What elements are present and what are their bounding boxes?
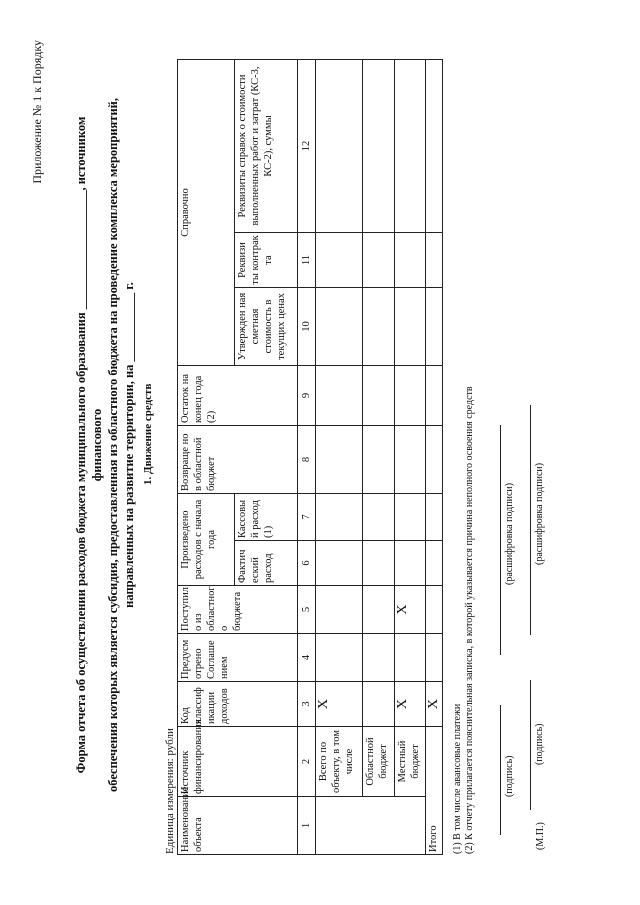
header-contract-spacer (234, 233, 298, 288)
cell[interactable] (426, 59, 443, 232)
cell[interactable] (426, 541, 443, 586)
cell[interactable] (363, 494, 394, 541)
code-mark-total: X (316, 682, 363, 727)
cell[interactable] (316, 634, 363, 682)
cell[interactable] (363, 586, 394, 634)
header-source: Источник финансирования (178, 727, 298, 797)
cell[interactable] (363, 541, 394, 586)
received-mark-local: X (394, 586, 425, 634)
cell[interactable] (363, 634, 394, 682)
col-number-5: 5 (298, 586, 316, 634)
cell[interactable] (363, 682, 394, 727)
cell[interactable] (394, 541, 425, 586)
cell[interactable] (426, 426, 443, 494)
col-number-6: 6 (298, 541, 316, 586)
cell[interactable] (363, 366, 394, 426)
funds-table (177, 59, 443, 855)
header-cash: Кассовы й расход (1) (234, 494, 298, 541)
cell[interactable] (426, 233, 443, 288)
cell[interactable] (316, 288, 363, 366)
row-itogo: Итого (426, 727, 443, 855)
header-returned: Возвраще но в областной бюджет (178, 426, 298, 494)
header-contract: Реквизи ты контрак та (236, 235, 274, 285)
header-spent: Произведено расходов с начала года (178, 494, 235, 586)
cell[interactable] (394, 494, 425, 541)
appendix-label: Приложение № 1 к Порядку (30, 40, 44, 184)
col-number-10: 10 (298, 288, 316, 366)
cell[interactable] (394, 366, 425, 426)
cell[interactable] (394, 288, 425, 366)
header-planned: Предусм отрено Соглаше нием (178, 634, 298, 682)
footnote-1: (1) В том числе авансовые платежи (452, 703, 463, 854)
col-number-8: 8 (298, 426, 316, 494)
title-line-2: обеспечения которых является субсидия, предоставленная из областного бюджета на проведение комплекса мероприятий, (106, 98, 120, 792)
cell[interactable] (316, 426, 363, 494)
signature-line-1[interactable] (500, 705, 501, 835)
decode-caption-1: (расшифровка подписи) (504, 482, 515, 585)
col-number-11: 11 (298, 233, 316, 288)
cell[interactable] (426, 288, 443, 366)
decode-caption-2: (расшифровка подписи) (534, 462, 545, 565)
cell[interactable] (363, 59, 394, 232)
header-balance: Остаток на конец года (2) (178, 366, 298, 426)
row-local: Местный бюджет (394, 727, 425, 797)
decode-line-2[interactable] (530, 405, 531, 635)
cell[interactable] (316, 586, 363, 634)
object-cell[interactable] (316, 797, 426, 855)
header-object: Наименование объекта (178, 797, 298, 855)
cell[interactable] (363, 233, 394, 288)
title-line-3: направленных на развитие территории, на ___________ г. (122, 282, 136, 608)
cell[interactable] (426, 634, 443, 682)
header-reference: Справочно (178, 59, 235, 365)
row-total-object: Всего по объекту, в том числе (316, 727, 363, 797)
code-mark-local: X (394, 682, 425, 727)
title-line-1: Форма отчета об осуществлении расходов бюджета муниципального образования ___________________, источником финансового (74, 116, 104, 774)
cell[interactable] (316, 233, 363, 288)
cell[interactable] (394, 634, 425, 682)
signature-caption-1: (подпись) (504, 755, 515, 797)
cell[interactable] (426, 586, 443, 634)
cell[interactable] (316, 541, 363, 586)
col-number-1: 1 (298, 797, 316, 855)
cell[interactable] (426, 494, 443, 541)
header-certs-spacer (234, 59, 298, 232)
header-code: Код классиф икации доходов (178, 682, 298, 727)
decode-line-1[interactable] (500, 425, 501, 655)
header-estimate-spacer (234, 288, 298, 366)
footnote-2: (2) К отчету прилагается пояснительная записка, в которой указывается причина неполного освоения средств (464, 386, 475, 854)
header-actual: Фактич еский расход (234, 541, 298, 586)
report-title (73, 85, 137, 805)
footnotes (452, 386, 476, 854)
stamp-placeholder: (М.П.) (535, 822, 546, 850)
col-number-9: 9 (298, 366, 316, 426)
cell[interactable] (363, 288, 394, 366)
col-number-4: 4 (298, 634, 316, 682)
cell[interactable] (316, 494, 363, 541)
signature-caption-2: (подпись) (534, 723, 545, 765)
unit-label: Единица измерения: рубли (164, 728, 176, 854)
cell[interactable] (394, 233, 425, 288)
cell[interactable] (316, 59, 363, 232)
col-number-7: 7 (298, 494, 316, 541)
cell[interactable] (363, 426, 394, 494)
signature-line-2[interactable] (530, 680, 531, 810)
code-mark-itogo: X (426, 682, 443, 727)
col-number-3: 3 (298, 682, 316, 727)
header-received: Поступил о из областног о бюджета (178, 586, 298, 634)
section-heading: 1. Движение средств (142, 383, 154, 485)
header-estimate: Утвержден ная сметная стоимость в текущих ценах (236, 292, 287, 361)
header-certs: Реквизиты справок о стоимости выполненных работ и затрат (КС-3, КС-2), суммы (236, 66, 274, 226)
cell[interactable] (394, 426, 425, 494)
row-regional: Областной бюджет (363, 727, 394, 797)
col-number-12: 12 (298, 59, 316, 232)
cell[interactable] (426, 366, 443, 426)
cell[interactable] (394, 59, 425, 232)
cell[interactable] (316, 366, 363, 426)
col-number-2: 2 (298, 727, 316, 797)
